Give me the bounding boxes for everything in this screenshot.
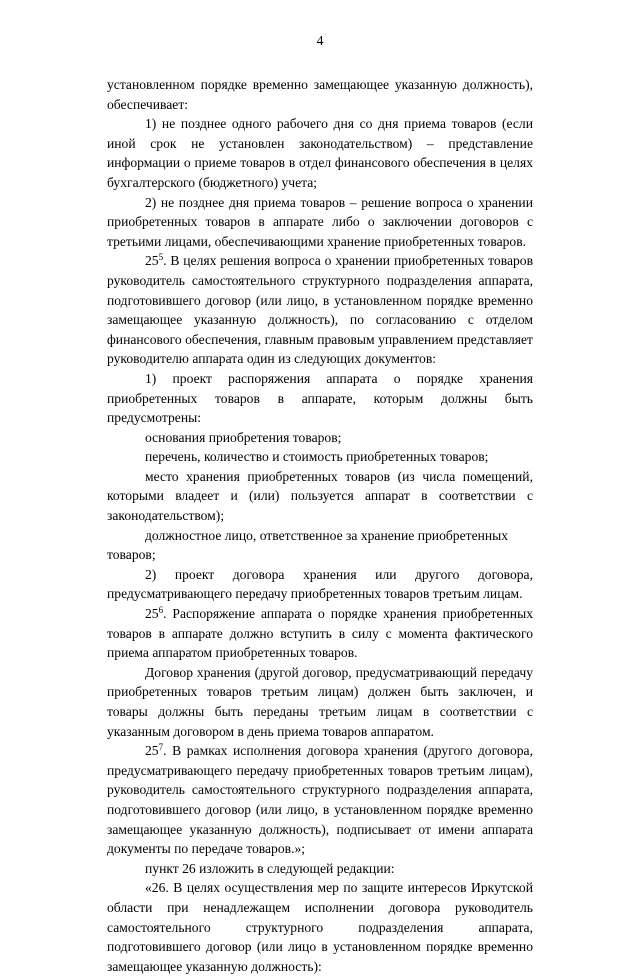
paragraph: «26. В целях осуществления мер по защите интересов Иркутской области при ненадлежащем исполнении договора руководитель самостоятельного структурного подразделения аппарата, подготовившего договор (или лицо в установленном порядке временно замещающее указанную должность): — [107, 880, 533, 974]
paragraph: 2) проект договора хранения или другого договора, предусматривающего передачу приобретенных товаров третьим лицам. — [107, 566, 533, 602]
paragraph: должностное лицо, ответственное за хранение приобретенных товаров; — [107, 527, 509, 563]
document-body — [107, 75, 533, 976]
clause-number: 25 — [145, 743, 159, 759]
paragraph: Договор хранения (другой договор, предусматривающий передачу приобретенных товаров третьим лицам) должен быть заключен, и товары должны быть переданы третьим лицам в соответствии с указанным договором в день приема товаров аппаратом. — [107, 664, 533, 739]
paragraph: перечень, количество и стоимость приобретенных товаров; — [145, 449, 489, 465]
clause-25-7 — [107, 741, 533, 859]
clause-25-5 — [107, 251, 533, 369]
clause-number: 25 — [145, 253, 159, 269]
clause-superscript: 7 — [158, 742, 164, 753]
paragraph: 1) проект распоряжения аппарата о порядке хранения приобретенных товаров в аппарате, которым должны быть предусмотрены: — [107, 370, 533, 426]
page-number: 4 — [316, 34, 324, 49]
clause-text: . В рамках исполнения договора хранения (другого договора, предусматривающего передачу приобретенных товаров третьим лицам), руководитель самостоятельного структурного подразделения аппарата, подготовившего договор (или лицо, в установленном порядке временно замещающее указанную должность), подписывает от имени аппарата документы по передаче товаров.»; — [107, 743, 533, 857]
paragraph: установленном порядке временно замещающее указанную должность), обеспечивает: — [107, 77, 533, 112]
clause-text: . Распоряжение аппарата о порядке хранения приобретенных товаров в аппарате должно вступить в силу с момента фактического приема аппаратом приобретенных товаров. — [107, 606, 533, 661]
paragraph: 1) не позднее одного рабочего дня со дня приема товаров (если иной срок не установлен законодательством) – представление информации о приеме товаров в отдел финансового обеспечения в целях бухгалтерского (бюджетного) учета; — [107, 116, 533, 190]
clause-superscript: 6 — [158, 605, 164, 616]
paragraph: пункт 26 изложить в следующей редакции: — [145, 860, 395, 876]
clause-text: . В целях решения вопроса о хранении приобретенных товаров руководитель самостоятельного структурного подразделения аппарата, подготовившего договор (или лицо, в установленном порядке временно замещающее указанную должность), по согласованию с отделом финансового обеспечения, главным правовым управлением представляет руководителю аппарата один из следующих документов: — [107, 253, 533, 367]
paragraph: основания приобретения товаров; — [145, 429, 342, 445]
clause-superscript: 5 — [158, 252, 164, 263]
paragraph: место хранения приобретенных товаров (из числа помещений, которыми владеет и (или) пользуется аппарат в соответствии с законодательством); — [107, 468, 533, 524]
clause-number: 25 — [145, 606, 159, 622]
clause-25-6 — [107, 604, 533, 663]
paragraph: 2) не позднее дня приема товаров – решение вопроса о хранении приобретенных товаров в аппарате либо о заключении договоров с третьими лицами, обеспечивающими хранение приобретенных товаров. — [107, 194, 533, 249]
